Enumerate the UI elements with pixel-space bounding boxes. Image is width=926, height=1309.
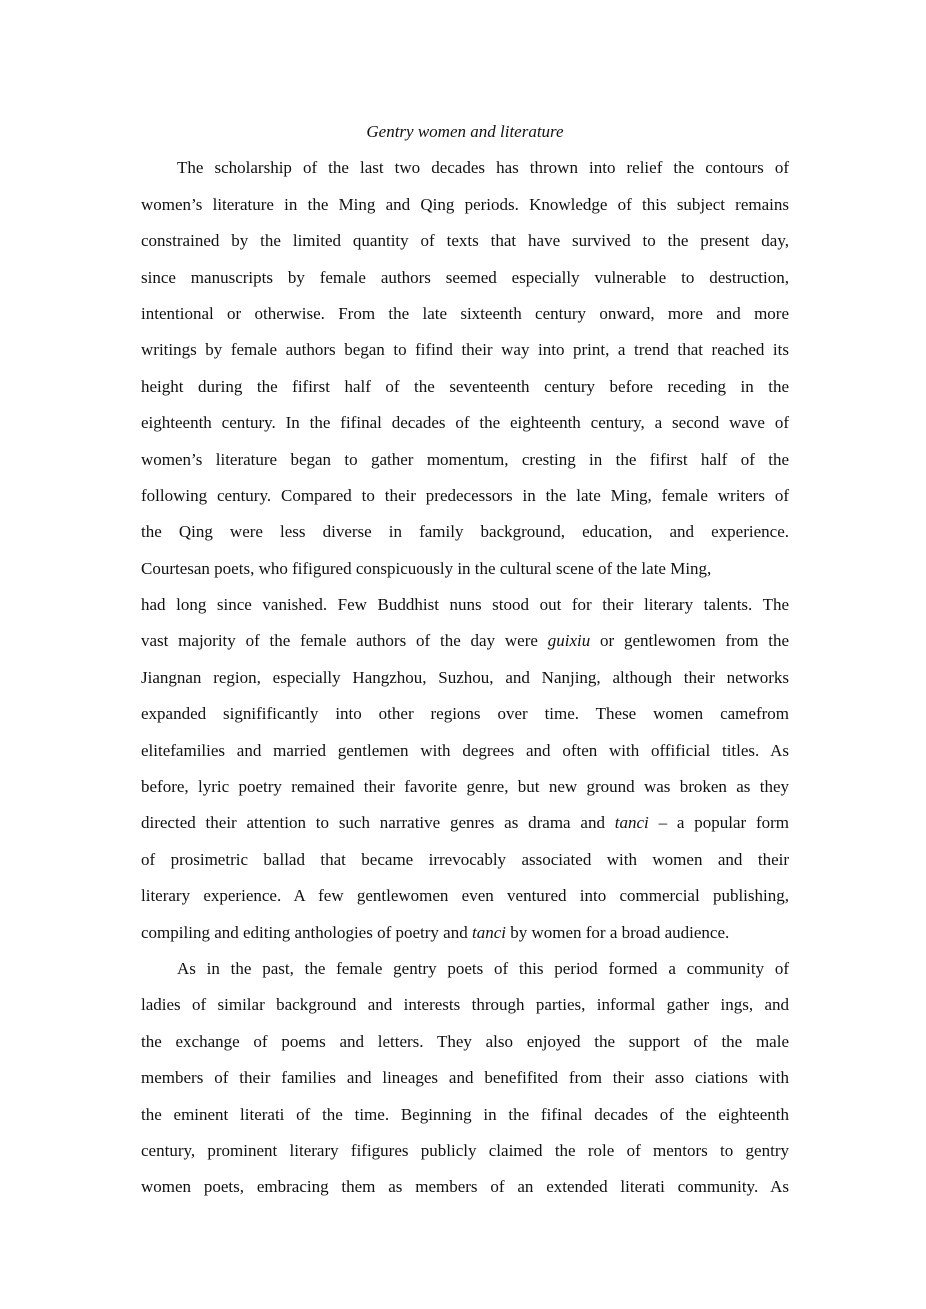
paragraph-1 (141, 150, 789, 951)
text-run: by women for a broad audience. (505, 922, 730, 942)
text-line: the eminent literati of the time. Beginning in the fifinal decades of the eighteenth (141, 1104, 789, 1124)
text-line: height during the fifirst half of the seventeenth century before receding in the (141, 376, 789, 396)
text-line: the Qing were less diverse in family background, education, and experience. (141, 522, 789, 542)
text-line: women poets, embracing them as members of an extended literati community. As (141, 1177, 789, 1197)
italic-term-guixiu: guixiu (547, 631, 591, 651)
text-line: before, lyric poetry remained their favorite genre, but new ground was broken as they (141, 777, 789, 797)
text-line: century, prominent literary fifigures publicly claimed the role of mentors to gentry (141, 1140, 789, 1160)
text-line: of prosimetric ballad that became irrevocably associated with women and their (141, 849, 789, 869)
text-line: had long since vanished. Few Buddhist nuns stood out for their literary talents. The (141, 595, 789, 615)
text-run: or gentlewomen from the (590, 631, 789, 651)
italic-term-tanci: tanci (614, 813, 649, 833)
text-line (141, 915, 789, 951)
text-line: literary experience. A few gentlewomen even ventured into commercial publishing, (141, 886, 789, 906)
text-line: eighteenth century. In the fifinal decades of the eighteenth century, a second wave of (141, 413, 789, 433)
text-line: As in the past, the female gentry poets of this period formed a community of (177, 959, 789, 978)
document-page (141, 114, 789, 1206)
text-line (141, 623, 789, 659)
text-run: vast majority of the female authors of the day were (141, 631, 548, 651)
text-line: The scholarship of the last two decades has thrown into relief the contours of (177, 158, 789, 178)
italic-term-tanci: tanci (471, 922, 506, 942)
text-line: the exchange of poems and letters. They also enjoyed the support of the male (141, 1031, 789, 1051)
text-run: compiling and editing anthologies of poetry and (141, 922, 472, 942)
text-line: following century. Compared to their predecessors in the late Ming, female writers of (141, 485, 789, 505)
text-line: writings by female authors began to fifind their way into print, a trend that reached its (141, 340, 789, 360)
text-run: – a popular form (648, 813, 790, 833)
text-line: ladies of similar background and interests through parties, informal gather ings, and (141, 995, 789, 1015)
section-title: Gentry women and literature (366, 122, 564, 141)
text-line: women’s literature in the Ming and Qing periods. Knowledge of this subject remains (141, 194, 789, 214)
text-line (141, 805, 789, 841)
text-line: members of their families and lineages and benefifited from their asso ciations with (141, 1068, 789, 1088)
text-run: directed their attention to such narrative genres as drama and (141, 813, 615, 833)
text-line: expanded signifificantly into other regions over time. These women camefrom (141, 704, 789, 724)
text-line: constrained by the limited quantity of texts that have survived to the present day, (141, 231, 789, 251)
text-line: women’s literature began to gather momentum, cresting in the fifirst half of the (141, 449, 789, 469)
text-line: intentional or otherwise. From the late sixteenth century onward, more and more (141, 303, 789, 323)
text-line: elitefamilies and married gentlemen with degrees and often with offificial titles. As (141, 740, 789, 760)
text-line: Jiangnan region, especially Hangzhou, Suzhou, and Nanjing, although their networks (141, 667, 789, 687)
text-line: since manuscripts by female authors seemed especially vulnerable to destruction, (141, 267, 789, 287)
paragraph-2 (141, 951, 789, 1206)
text-line: Courtesan poets, who fifigured conspicuously in the cultural scene of the late Ming, (141, 558, 712, 578)
